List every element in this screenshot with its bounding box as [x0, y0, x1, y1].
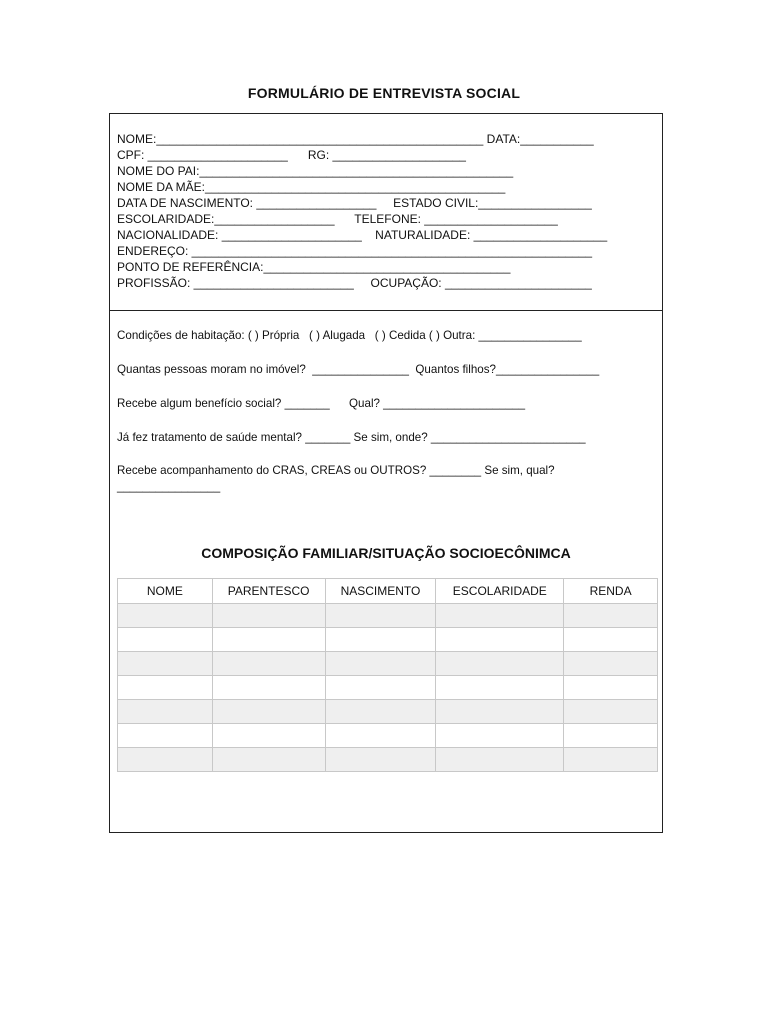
table-cell-escolaridade[interactable] [436, 700, 564, 724]
table-cell-escolaridade[interactable] [436, 724, 564, 748]
table-cell-escolaridade[interactable] [436, 676, 564, 700]
table-row [118, 652, 658, 676]
table-cell-renda[interactable] [564, 748, 658, 772]
field-escolaridade-telefone[interactable]: ESCOLARIDADE:__________________ TELEFONE: ____________________ [117, 212, 558, 226]
question-acompanhamento-blank[interactable]: ________________ [117, 480, 221, 493]
family-table [117, 578, 658, 772]
table-cell-renda[interactable] [564, 652, 658, 676]
field-ponto-referencia[interactable]: PONTO DE REFERÊNCIA:_____________________________________ [117, 260, 511, 274]
question-acompanhamento[interactable]: Recebe acompanhamento do CRAS, CREAS ou OUTROS? ________ Se sim, qual? [117, 464, 555, 477]
table-cell-nome[interactable] [118, 628, 213, 652]
table-cell-nome[interactable] [118, 604, 213, 628]
field-nacionalidade-naturalidade[interactable]: NACIONALIDADE: _____________________ NATURALIDADE: ____________________ [117, 228, 608, 242]
table-cell-renda[interactable] [564, 604, 658, 628]
field-nome-data[interactable]: NOME:_________________________________________________ DATA:___________ [117, 132, 594, 146]
table-row [118, 700, 658, 724]
table-cell-parentesco[interactable] [212, 700, 325, 724]
column-header-nome: NOME [118, 579, 213, 604]
table-cell-nascimento[interactable] [325, 628, 436, 652]
field-nascimento-estado-civil[interactable]: DATA DE NASCIMENTO: __________________ ESTADO CIVIL:_________________ [117, 196, 592, 210]
column-header-escolaridade: ESCOLARIDADE [436, 579, 564, 604]
form-title: FORMULÁRIO DE ENTREVISTA SOCIAL [247, 85, 521, 101]
table-cell-nome[interactable] [118, 700, 213, 724]
table-cell-escolaridade[interactable] [436, 748, 564, 772]
table-row [118, 676, 658, 700]
table-cell-parentesco[interactable] [212, 724, 325, 748]
identification-section [110, 114, 662, 311]
table-cell-nascimento[interactable] [325, 652, 436, 676]
table-cell-escolaridade[interactable] [436, 652, 564, 676]
table-cell-nascimento[interactable] [325, 604, 436, 628]
table-cell-renda[interactable] [564, 676, 658, 700]
table-cell-parentesco[interactable] [212, 748, 325, 772]
table-cell-nome[interactable] [118, 652, 213, 676]
table-cell-nascimento[interactable] [325, 700, 436, 724]
field-nome-mae[interactable]: NOME DA MÃE:_____________________________________________ [117, 180, 506, 194]
table-row [118, 724, 658, 748]
table-cell-renda[interactable] [564, 724, 658, 748]
table-cell-renda[interactable] [564, 700, 658, 724]
table-cell-nascimento[interactable] [325, 676, 436, 700]
column-header-nascimento: NASCIMENTO [325, 579, 436, 604]
table-cell-renda[interactable] [564, 628, 658, 652]
table-cell-parentesco[interactable] [212, 652, 325, 676]
table-row [118, 628, 658, 652]
form-container [109, 113, 663, 833]
table-cell-nome[interactable] [118, 748, 213, 772]
question-beneficio[interactable]: Recebe algum benefício social? _______ Qual? ______________________ [117, 397, 526, 410]
field-endereco[interactable]: ENDEREÇO: ____________________________________________________________ [117, 244, 593, 258]
family-table-body [118, 604, 658, 772]
field-profissao-ocupacao[interactable]: PROFISSÃO: ________________________ OCUPAÇÃO: ______________________ [117, 276, 592, 290]
table-cell-parentesco[interactable] [212, 676, 325, 700]
question-habitacao[interactable]: Condições de habitação: ( ) Própria ( ) Alugada ( ) Cedida ( ) Outra: ________________ [117, 329, 582, 342]
table-cell-nascimento[interactable] [325, 748, 436, 772]
table-cell-parentesco[interactable] [212, 628, 325, 652]
question-moradores[interactable]: Quantas pessoas moram no imóvel? _______________ Quantos filhos?________________ [117, 363, 600, 376]
field-cpf-rg[interactable]: CPF: _____________________ RG: ____________________ [117, 148, 466, 162]
question-saude-mental[interactable]: Já fez tratamento de saúde mental? _______ Se sim, onde? ________________________ [117, 431, 586, 444]
family-table-header [118, 579, 658, 604]
table-cell-nome[interactable] [118, 724, 213, 748]
table-row [118, 748, 658, 772]
table-cell-escolaridade[interactable] [436, 604, 564, 628]
table-cell-parentesco[interactable] [212, 604, 325, 628]
column-header-parentesco: PARENTESCO [212, 579, 325, 604]
field-nome-pai[interactable]: NOME DO PAI:_______________________________________________ [117, 164, 514, 178]
table-cell-nascimento[interactable] [325, 724, 436, 748]
family-section-title: COMPOSIÇÃO FAMILIAR/SITUAÇÃO SOCIOECÔNIMCA [201, 545, 571, 561]
table-cell-escolaridade[interactable] [436, 628, 564, 652]
table-row [118, 604, 658, 628]
column-header-renda: RENDA [564, 579, 658, 604]
table-cell-nome[interactable] [118, 676, 213, 700]
